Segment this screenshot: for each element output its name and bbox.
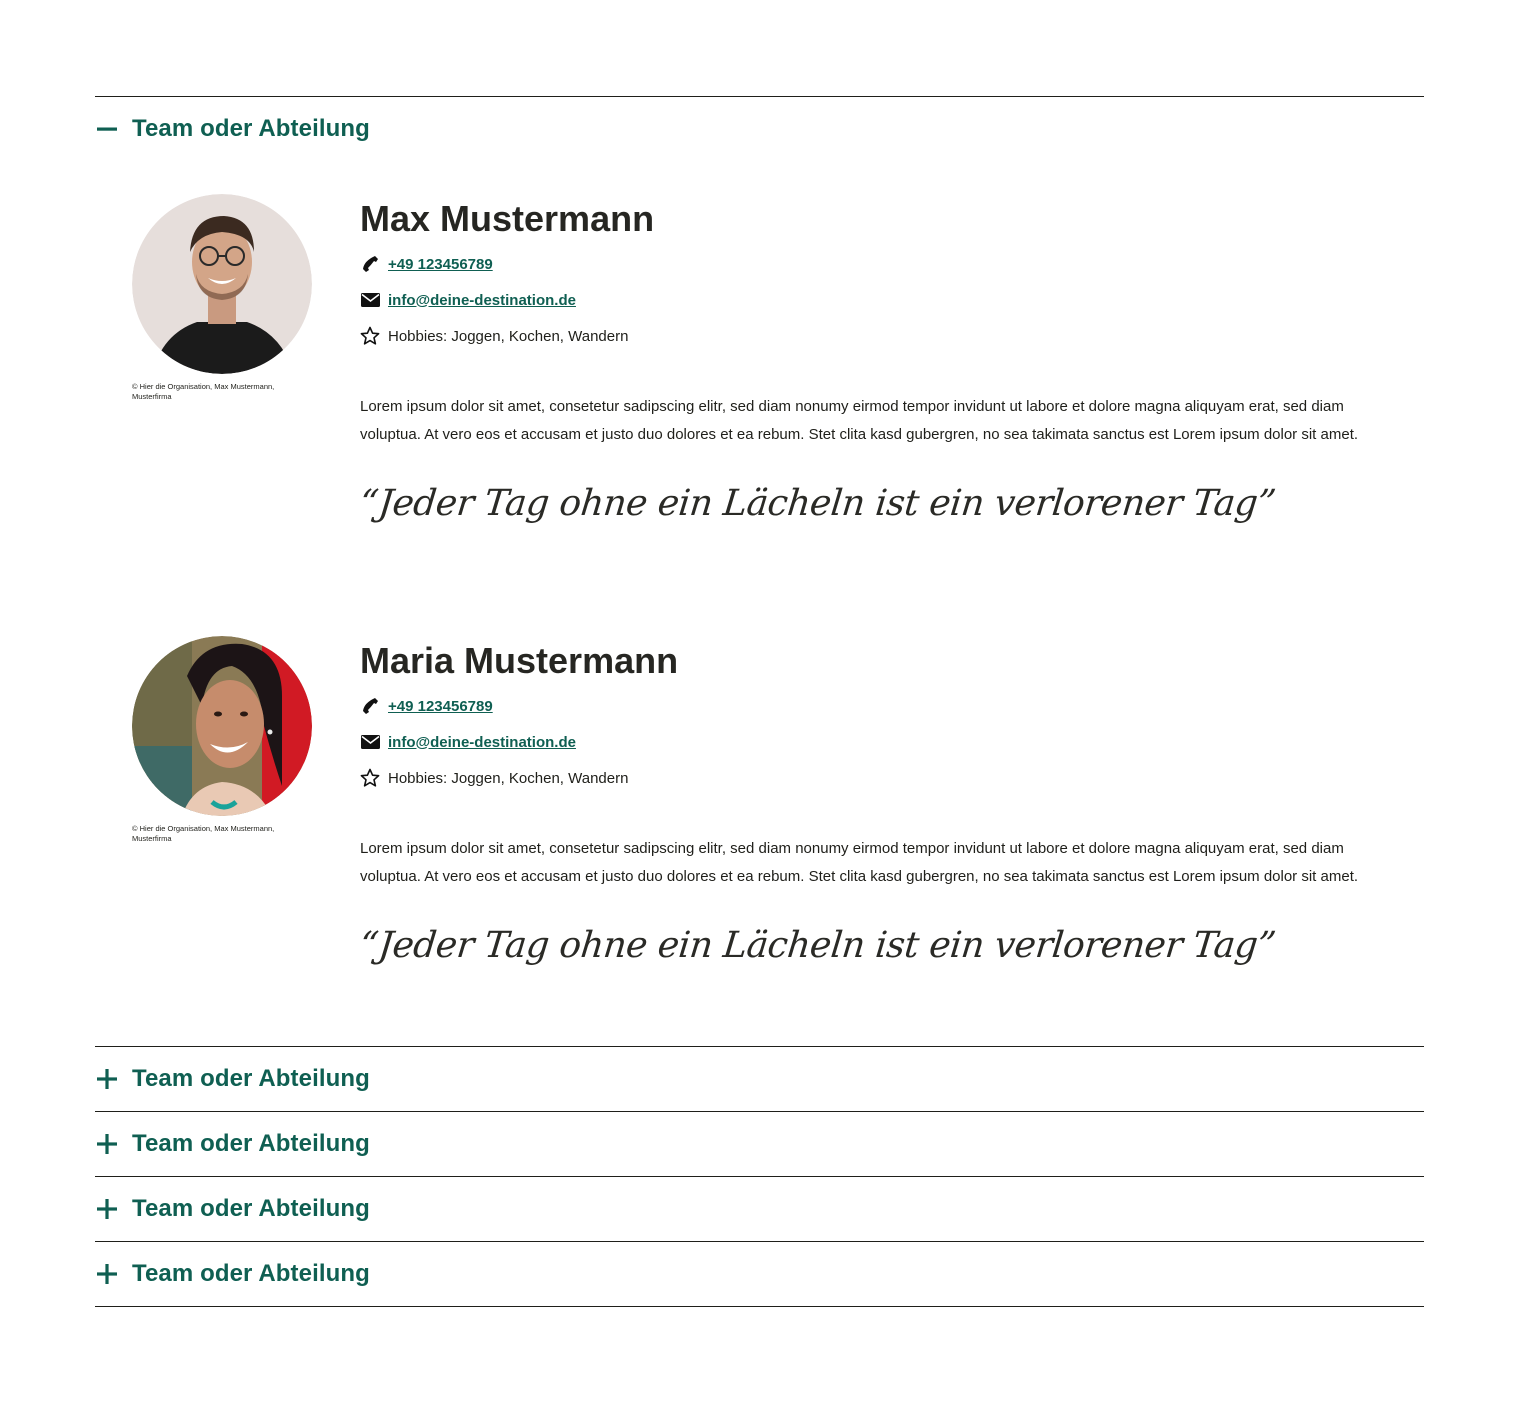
phone-link[interactable]: +49 123456789: [388, 697, 493, 715]
plus-icon[interactable]: [96, 1198, 118, 1220]
hobbies-row: [360, 318, 1390, 354]
accordion-title: Team oder Abteilung: [132, 1195, 370, 1222]
envelope-icon: [360, 290, 380, 310]
person-quote: “Jeder Tag ohne ein Lächeln ist ein verlorener Tag”: [357, 483, 1278, 524]
hobbies-text: Hobbies: Joggen, Kochen, Wandern: [388, 327, 629, 345]
accordion-section-3: [95, 1111, 1424, 1176]
email-link[interactable]: info@deine-destination.de: [388, 291, 576, 309]
person-info: [357, 194, 1390, 524]
accordion-header-4[interactable]: [95, 1177, 1424, 1241]
hobbies-text: Hobbies: Joggen, Kochen, Wandern: [388, 769, 629, 787]
accordion-header-1[interactable]: [95, 97, 1424, 161]
accordion-section-1: [95, 96, 1424, 1046]
person-name: Max Mustermann: [360, 198, 655, 239]
minus-icon[interactable]: [96, 118, 118, 140]
accordion-header-2[interactable]: [95, 1047, 1424, 1111]
email-row: [360, 282, 1390, 318]
person-name: Maria Mustermann: [360, 640, 679, 681]
envelope-icon: [360, 732, 380, 752]
email-link[interactable]: info@deine-destination.de: [388, 733, 576, 751]
photo-caption: © Hier die Organisation, Max Mustermann, Musterfirma: [132, 824, 275, 843]
team-accordion: [95, 96, 1424, 1307]
accordion-title: Team oder Abteilung: [132, 115, 370, 142]
accordion-header-5[interactable]: [95, 1242, 1424, 1306]
accordion-section-5: [95, 1241, 1424, 1307]
phone-link[interactable]: +49 123456789: [388, 255, 493, 273]
star-outline-icon: [360, 768, 380, 788]
plus-icon[interactable]: [96, 1263, 118, 1285]
phone-icon: [360, 254, 380, 274]
accordion-section-4: [95, 1176, 1424, 1241]
accordion-panel-1: [95, 161, 1424, 1046]
accordion-header-3[interactable]: [95, 1112, 1424, 1176]
person-bio: Lorem ipsum dolor sit amet, consetetur sadipscing elitr, sed diam nonumy eirmod tempor invidunt ut labore et dolore magna aliquyam erat, sed diam voluptua. At vero eos et accusam et justo duo dolores et ea rebum. Stet clita kasd gubergren, no sea takimata sanctus est Lorem ipsum dolor sit amet.: [360, 398, 1359, 443]
phone-row: [360, 246, 1390, 282]
accordion-section-2: [95, 1046, 1424, 1111]
photo-column: [132, 636, 312, 844]
person-quote: “Jeder Tag ohne ein Lächeln ist ein verlorener Tag”: [357, 925, 1278, 966]
email-row: [360, 724, 1390, 760]
star-outline-icon: [360, 326, 380, 346]
photo-column: [132, 194, 312, 402]
hobbies-row: [360, 760, 1390, 796]
phone-icon: [360, 696, 380, 716]
accordion-title: Team oder Abteilung: [132, 1260, 370, 1287]
plus-icon[interactable]: [96, 1068, 118, 1090]
portrait-photo: [132, 636, 312, 816]
accordion-title: Team oder Abteilung: [132, 1065, 370, 1092]
portrait-photo: [132, 194, 312, 374]
accordion-title: Team oder Abteilung: [132, 1130, 370, 1157]
photo-caption: © Hier die Organisation, Max Mustermann, Musterfirma: [132, 382, 275, 401]
plus-icon[interactable]: [96, 1133, 118, 1155]
person-bio: Lorem ipsum dolor sit amet, consetetur sadipscing elitr, sed diam nonumy eirmod tempor invidunt ut labore et dolore magna aliquyam erat, sed diam voluptua. At vero eos et accusam et justo duo dolores et ea rebum. Stet clita kasd gubergren, no sea takimata sanctus est Lorem ipsum dolor sit amet.: [360, 840, 1359, 885]
person-info: [357, 636, 1390, 966]
phone-row: [360, 688, 1390, 724]
